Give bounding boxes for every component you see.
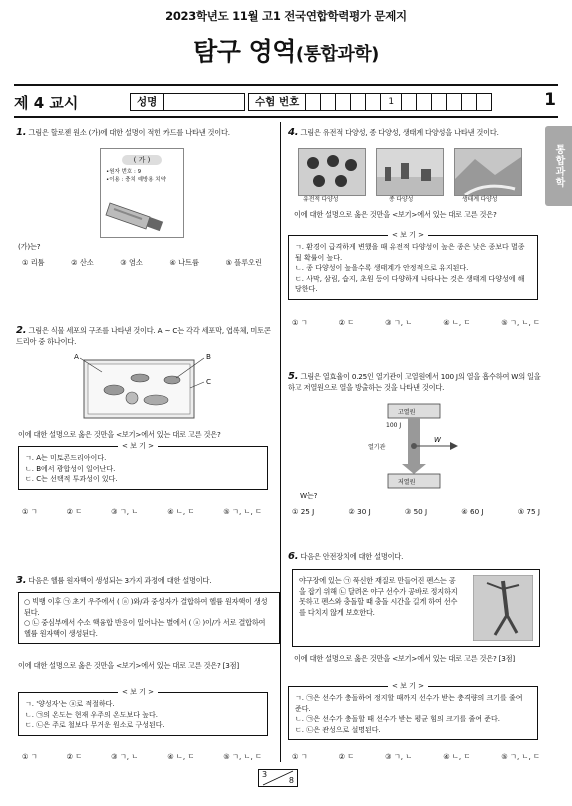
baseball-player-image: [473, 575, 533, 641]
question-1: 1. 그림은 할로젠 원소 (가)에 대한 설명이 적힌 카드를 나타낸 것이다.: [16, 127, 230, 138]
option-2[interactable]: ② 산소: [71, 258, 94, 267]
q2-bogi: ㄱ. A는 미토콘드리아이다. ㄴ. B에서 광합성이 일어난다. ㄷ. C는 선택적 투과성이 있다. < 보 기 >: [18, 446, 268, 490]
footer-page: 3: [262, 770, 268, 779]
exam-number-box: [248, 93, 492, 111]
cold-reservoir-label: 저열원: [398, 479, 416, 486]
subject-side-tab: 통합과학: [545, 126, 572, 206]
exam-number-label: 수험 번호: [249, 94, 306, 110]
option-4[interactable]: ④ 나트륨: [169, 258, 199, 267]
label-b: B: [206, 352, 211, 361]
option-3[interactable]: ③ 염소: [120, 258, 143, 267]
column-divider: [280, 122, 281, 762]
question-3: 3. 다음은 헬륨 원자핵이 생성되는 3가지 과정에 대한 설명이다.: [16, 575, 212, 586]
session-label: 제 4 교시: [14, 94, 79, 112]
heat-in-label: 100 J: [386, 422, 402, 429]
plant-cell-diagram: [72, 352, 212, 424]
q2-ask: 이에 대한 설명으로 옳은 것만을 <보기>에서 있는 대로 고른 것은?: [18, 430, 221, 439]
q4-options: ① ㄱ ② ㄷ ③ ㄱ, ㄴ ④ ㄴ, ㄷ ⑤ ㄱ, ㄴ, ㄷ: [292, 318, 540, 327]
caption-species: 종 다양성: [389, 196, 414, 203]
option-1[interactable]: ① 리튬: [22, 258, 45, 267]
q4-bogi: ㄱ. 환경이 급격하게 변했을 때 유전적 다양성이 높은 종은 낮은 종보다 멸종될 확률이 높다. ㄴ. 종 다양성이 높을수록 생태계가 안정적으로 유지된다. ㄷ. 사막, 삼림, 습지, 초원 등이 다양하게 나타나는 것은 생태계 다양성에 해당한다. < 보 기 >: [288, 235, 538, 300]
q2-options: ① ㄱ ② ㄷ ③ ㄱ, ㄴ ④ ㄴ, ㄷ ⑤ ㄱ, ㄴ, ㄷ: [22, 507, 262, 516]
question-5: 5. 그림은 열효율이 0.25인 열기관이 고열원에서 100 J의 열을 흡수하여 W의 일을 하고 저열원으로 열을 방출하는 것을 나타낸 것이다.: [288, 371, 541, 392]
q3-options: ① ㄱ ② ㄷ ③ ㄱ, ㄴ ④ ㄴ, ㄷ ⑤ ㄱ, ㄴ, ㄷ: [22, 752, 262, 761]
header-rule: [14, 84, 558, 86]
q4-ask: 이에 대한 설명으로 옳은 것만을 <보기>에서 있는 대로 고른 것은?: [294, 210, 497, 219]
header-rule-bottom: [14, 116, 558, 118]
question-6: 6. 다음은 안전장치에 대한 설명이다.: [288, 551, 404, 562]
work-label: W: [434, 436, 441, 444]
exam-number-dash: 1: [381, 94, 402, 110]
option-5[interactable]: ⑤ 플루오린: [225, 258, 262, 267]
q6-options: ① ㄱ ② ㄷ ③ ㄱ, ㄴ ④ ㄴ, ㄷ ⑤ ㄱ, ㄴ, ㄷ: [292, 752, 540, 761]
q1-options: [22, 258, 262, 268]
caption-genetic: 유전적 다양성: [303, 196, 339, 203]
subject-title: 탐구 영역(통합과학): [193, 37, 379, 66]
question-2: 2. 그림은 식물 세포의 구조를 나타낸 것이다. A ~ C는 각각 세포막, 엽록체, 미토콘드리아 중 하나이다.: [16, 325, 271, 346]
landscape-photo: [454, 148, 522, 196]
q1-card: ( 가 ) •원자 번호 : 9 •이용 : 충치 예방용 치약: [100, 148, 184, 238]
engine-label: 열기관: [368, 444, 386, 451]
q3-box: ○ 빅뱅 이후 ㉠ 초기 우주에서 ( ⓐ )와/과 중성자가 결합하여 헬륨 원자핵이 생성된다. ○ ㉡ 중심부에서 수소 핵융합 반응이 일어나는 별에서 ( ⓐ )이/가 서로 결합하여 헬륨 원자핵이 생성된다.: [18, 592, 280, 644]
q1-prompt: (가)는?: [18, 242, 41, 251]
name-input[interactable]: [164, 94, 244, 110]
animals-photo: [376, 148, 444, 196]
exam-header-title: 2023학년도 11월 고1 전국연합학력평가 문제지: [165, 9, 407, 23]
page-footer: [258, 769, 298, 787]
q6-bogi: ㄱ. ㉠은 선수가 충돌하여 정지할 때까지 선수가 받는 충격량의 크기를 줄여 준다. ㄴ. ㉠은 선수가 충돌할 때 선수가 받는 평균 힘의 크기를 줄여 준다. ㄷ. ㉡은 관성으로 설명된다. < 보 기 >: [288, 686, 538, 740]
toothpaste-image: [102, 195, 182, 235]
ladybug-photo: [298, 148, 366, 196]
q3-ask: 이에 대한 설명으로 옳은 것만을 <보기>에서 있는 대로 고른 것은? [3점]: [18, 661, 240, 670]
label-c: C: [206, 377, 211, 386]
caption-ecosystem: 생태계 다양성: [462, 196, 498, 203]
q5-prompt: W는?: [300, 491, 318, 500]
q6-box: 야구장에 있는 ㉠ 푹신한 재질로 만들어진 펜스는 공을 잡기 위해 ㉡ 달려온 야구 선수가 공바로 정지하지 못하고 펜스와 충돌할 때 충돌 시간을 길게 하여 선수를 다치지 않게 보호한다.: [292, 569, 540, 647]
name-label: 성명: [131, 94, 164, 110]
q5-options: ① 25 J ② 30 J ③ 50 J ④ 60 J ⑤ 75 J: [292, 507, 540, 516]
footer-total: 8: [288, 776, 294, 785]
label-a: A: [74, 352, 79, 361]
hot-reservoir-label: 고열원: [398, 409, 416, 416]
name-box: [130, 93, 245, 111]
question-4: 4. 그림은 유전적 다양성, 종 다양성, 생태계 다양성을 나타낸 것이다.: [288, 127, 499, 138]
page-number: 1: [544, 90, 556, 110]
q3-bogi: ㄱ. '양성자'는 ⓐ로 적절하다. ㄴ. ㉠의 온도는 현재 우주의 온도보다 높다. ㄷ. ㉡은 주로 철보다 무거운 원소로 구성된다. < 보 기 >: [18, 692, 268, 736]
q6-ask: 이에 대한 설명으로 옳은 것만을 <보기>에서 있는 대로 고른 것은? [3점]: [294, 654, 516, 663]
